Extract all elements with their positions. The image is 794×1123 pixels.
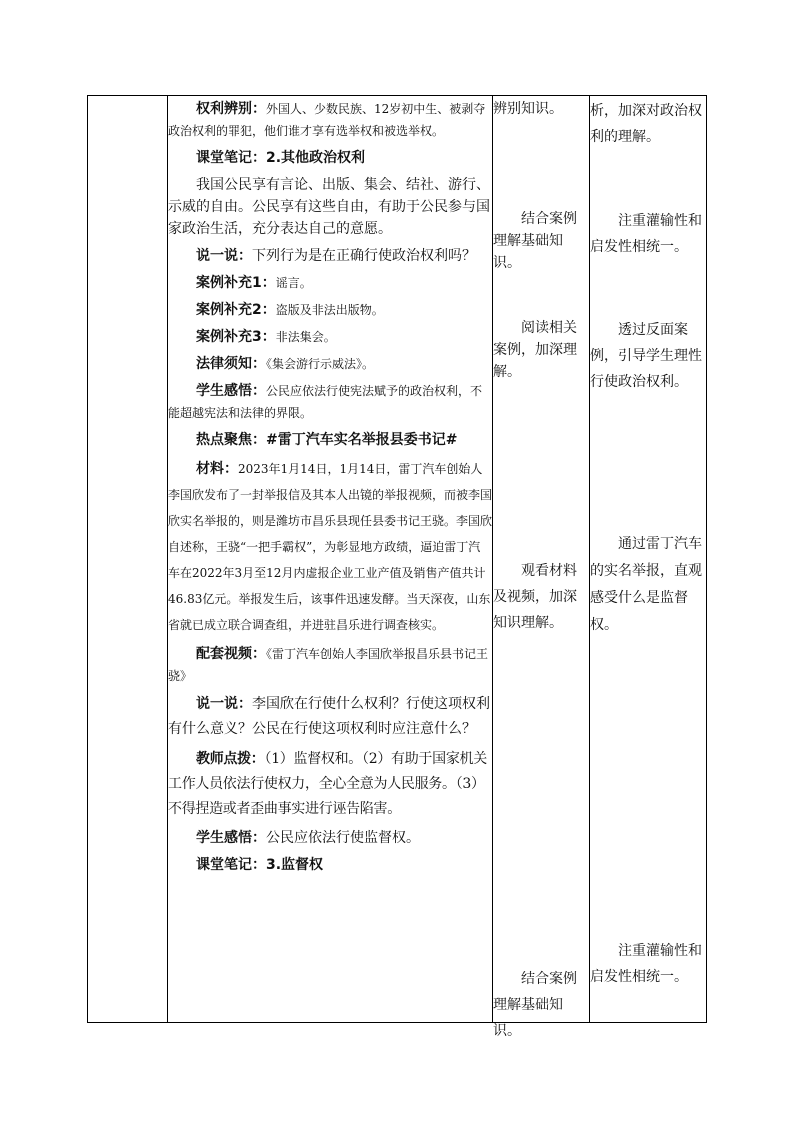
freedom-text-row: 我国公民享有言论、出版、集会、结社、游行、示威的自由。公民享有这些自由，有助于公民参与国家政治生活，充分表达自己的意愿。 xyxy=(168,177,490,237)
empty-first-column xyxy=(88,96,167,1022)
class-note-row-2: 课堂笔记：3.监督权 xyxy=(196,857,324,873)
intent-text: 通过雷丁汽车的实名举报，直观感受什么是监督权。 xyxy=(590,536,702,633)
activity-text: 观看材料及视频，加深知识理解。 xyxy=(493,563,577,631)
teaching-process-column xyxy=(168,98,492,881)
rights-distinguish-row: 权利辨别：外国人、少数民族、12岁初中生、被剥夺政治权利的罪犯，他们谁才享有选举权和被选举权。 xyxy=(168,101,486,138)
intent-text: 析，加深对政治权利的理解。 xyxy=(590,103,702,145)
class-note-row: 课堂笔记：2.其他政治权利 xyxy=(196,150,366,166)
student-activity-column xyxy=(493,98,589,1039)
case-supplement-2-row: 案例补充2：盗版及非法出版物。 xyxy=(196,302,384,318)
activity-text: 结合案例理解基础知识。 xyxy=(493,971,577,1039)
activity-text: 结合案例理解基础知识。 xyxy=(493,211,577,271)
material-row: 材料：2023年1月14日，1月14日，雷丁汽车创始人李国欣发布了一封举报信及其本人出镜的举报视频，而被李国欣实名举报的，则是潍坊市昌乐县现任县委书记王骁。李国欣自述称，王骁“一把手霸权”，为彰显地方政绩，逼迫雷丁汽车在2022年3月至12月内虚报企业工业产值及销售产值共计46.83亿元。举报发生后，该事件迅速发酵。当天深夜，山东省就已成立联合调查组，并进驻昌乐进行调查核实。 xyxy=(168,461,493,632)
activity-text: 阅读相关案例，加深理解。 xyxy=(493,320,577,380)
student-insight-row: 学生感悟：公民应依法行使宪法赋予的政治权利，不能超越宪法和法律的界限。 xyxy=(168,383,483,420)
say-row-2: 说一说：李国欣在行使什么权利？行使这项权利有什么意义？公民在行使这项权利时应注意什么？ xyxy=(168,696,490,737)
hot-topic-row: 热点聚焦：#雷丁汽车实名举报县委书记# xyxy=(196,432,458,448)
say-row: 说一说：下列行为是在正确行使政治权利吗？ xyxy=(196,248,476,264)
law-notice-row: 法律须知：《集会游行示威法》。 xyxy=(196,356,375,372)
intent-text: 注重灌输性和启发性相统一。 xyxy=(590,943,702,985)
lesson-table xyxy=(87,95,707,1039)
intent-text: 透过反面案例，引导学生理性行使政治权利。 xyxy=(590,322,702,390)
activity-text: 辨别知识。 xyxy=(493,101,563,117)
design-intent-column xyxy=(590,98,706,1022)
intent-text: 注重灌输性和启发性相统一。 xyxy=(590,213,702,255)
video-row: 配套视频：《雷丁汽车创始人李国欣举报昌乐县书记王骁》 xyxy=(168,646,489,683)
student-insight-row-2: 学生感悟：公民应依法行使监督权。 xyxy=(196,830,420,846)
case-supplement-3-row: 案例补充3：非法集会。 xyxy=(196,329,336,345)
case-supplement-1-row: 案例补充1：谣言。 xyxy=(196,275,312,291)
teacher-guide-row: 教师点拨：（1）监督权和。（2）有助于国家机关工作人员依法行使权力，全心全意为人民服务。（3）不得捏造或者歪曲事实进行诬告陷害。 xyxy=(168,751,487,817)
